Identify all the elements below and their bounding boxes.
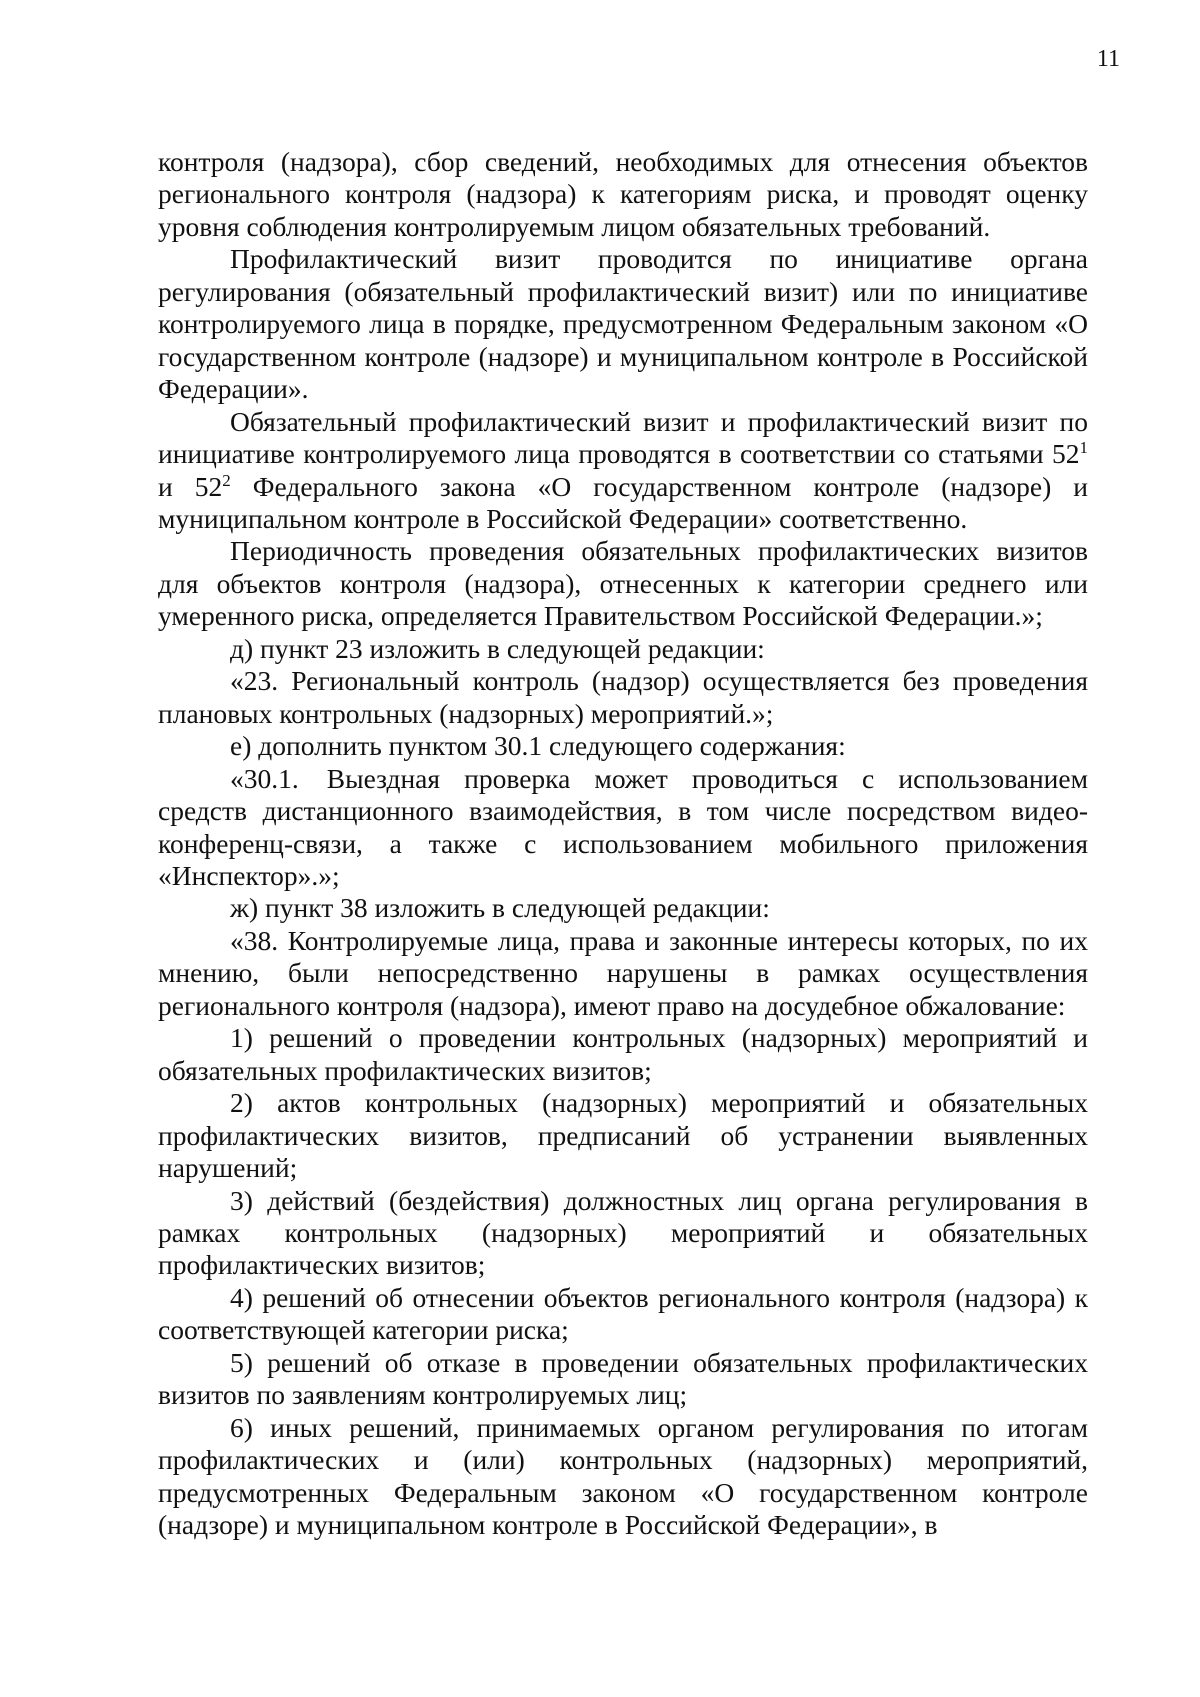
paragraph-clause-30-1 <box>158 763 1088 893</box>
paragraph-periodicity: Периодичность проведения обязательных профилактических визитов для объектов контроля (надзора), отнесенных к категории среднего или умеренного риска, определяется Правительством Российской Федерации.»; <box>158 535 1088 632</box>
paragraph-item-zh: ж) пункт 38 изложить в следующей редакции: <box>230 892 770 924</box>
superscript-2: 2 <box>222 470 231 490</box>
list-item-6: 6) иных решений, принимаемых органом регулирования по итогам профилактических и (или) контрольных (надзорных) мероприятий, предусмотренных Федеральным законом «О государственном контроле (надзоре) и муниципальном контроле в Российской Федерации», в <box>158 1411 1088 1541</box>
paragraph-profilactic-visit: Профилактический визит проводится по инициативе органа регулирования (обязательный профилактический визит) или по инициативе контролируемого лица в порядке, предусмотренном Федеральным законом «О государственном контроле (надзоре) и муниципальном контроле в Российской Федерации». <box>158 243 1088 405</box>
clause-30-1-text: Выездная проверка может проводиться с использованием средств дистанционного взаимодействия, в том числе посредством видео-конференц-связи, а также с использованием мобильного приложения «Инспектор».»; <box>158 762 1088 891</box>
list-item-4: 4) решений об отнесении объектов регионального контроля (надзора) к соответствующей категории риска; <box>158 1281 1088 1346</box>
paragraph-item-d: д) пункт 23 изложить в следующей редакции: <box>230 632 765 664</box>
list-item-3: 3) действий (бездействия) должностных лиц органа регулирования в рамках контрольных (надзорных) мероприятий и обязательных профилактических визитов; <box>158 1184 1088 1281</box>
paragraph-mandatory-visit-part2: и 52 <box>158 470 223 502</box>
clause-30-1-number: «30.1. <box>230 762 299 794</box>
superscript-1: 1 <box>1079 437 1088 457</box>
list-item-1: 1) решений о проведении контрольных (надзорных) мероприятий и обязательных профилактических визитов; <box>158 1022 1088 1086</box>
list-item-2: 2) актов контрольных (надзорных) мероприятий и обязательных профилактических визитов, предписаний об устранении выявленных нарушений; <box>158 1087 1088 1184</box>
paragraph-mandatory-visit-part1: Обязательный профилактический визит и профилактический визит по инициативе контролируемого лица проводятся в соответствии со статьями 52 <box>158 405 1088 470</box>
document-body <box>158 146 1088 1541</box>
list-item-5: 5) решений об отказе в проведении обязательных профилактических визитов по заявлениям контролируемых лиц; <box>158 1346 1088 1411</box>
page-number: 11 <box>1096 46 1120 72</box>
paragraph-mandatory-visit <box>158 406 1088 536</box>
paragraph-clause-38: «38. Контролируемые лица, права и законные интересы которых, по их мнению, были непосредственно нарушены в рамках осуществления регионального контроля (надзора), имеют право на досудебное обжалование: <box>158 924 1088 1021</box>
paragraph-mandatory-visit-part3: Федерального закона «О государственном контроле (надзоре) и муниципальном контроле в Российской Федерации» соответственно. <box>158 470 1088 534</box>
paragraph-continuation: контроля (надзора), сбор сведений, необходимых для отнесения объектов регионального контроля (надзора) к категориям риска, и проводят оценку уровня соблюдения контролируемым лицом обязательных требований. <box>158 146 1088 242</box>
paragraph-item-e: е) дополнить пунктом 30.1 следующего содержания: <box>230 730 846 762</box>
paragraph-clause-23: «23. Региональный контроль (надзор) осуществляется без проведения плановых контрольных (надзорных) мероприятий.»; <box>158 665 1088 729</box>
